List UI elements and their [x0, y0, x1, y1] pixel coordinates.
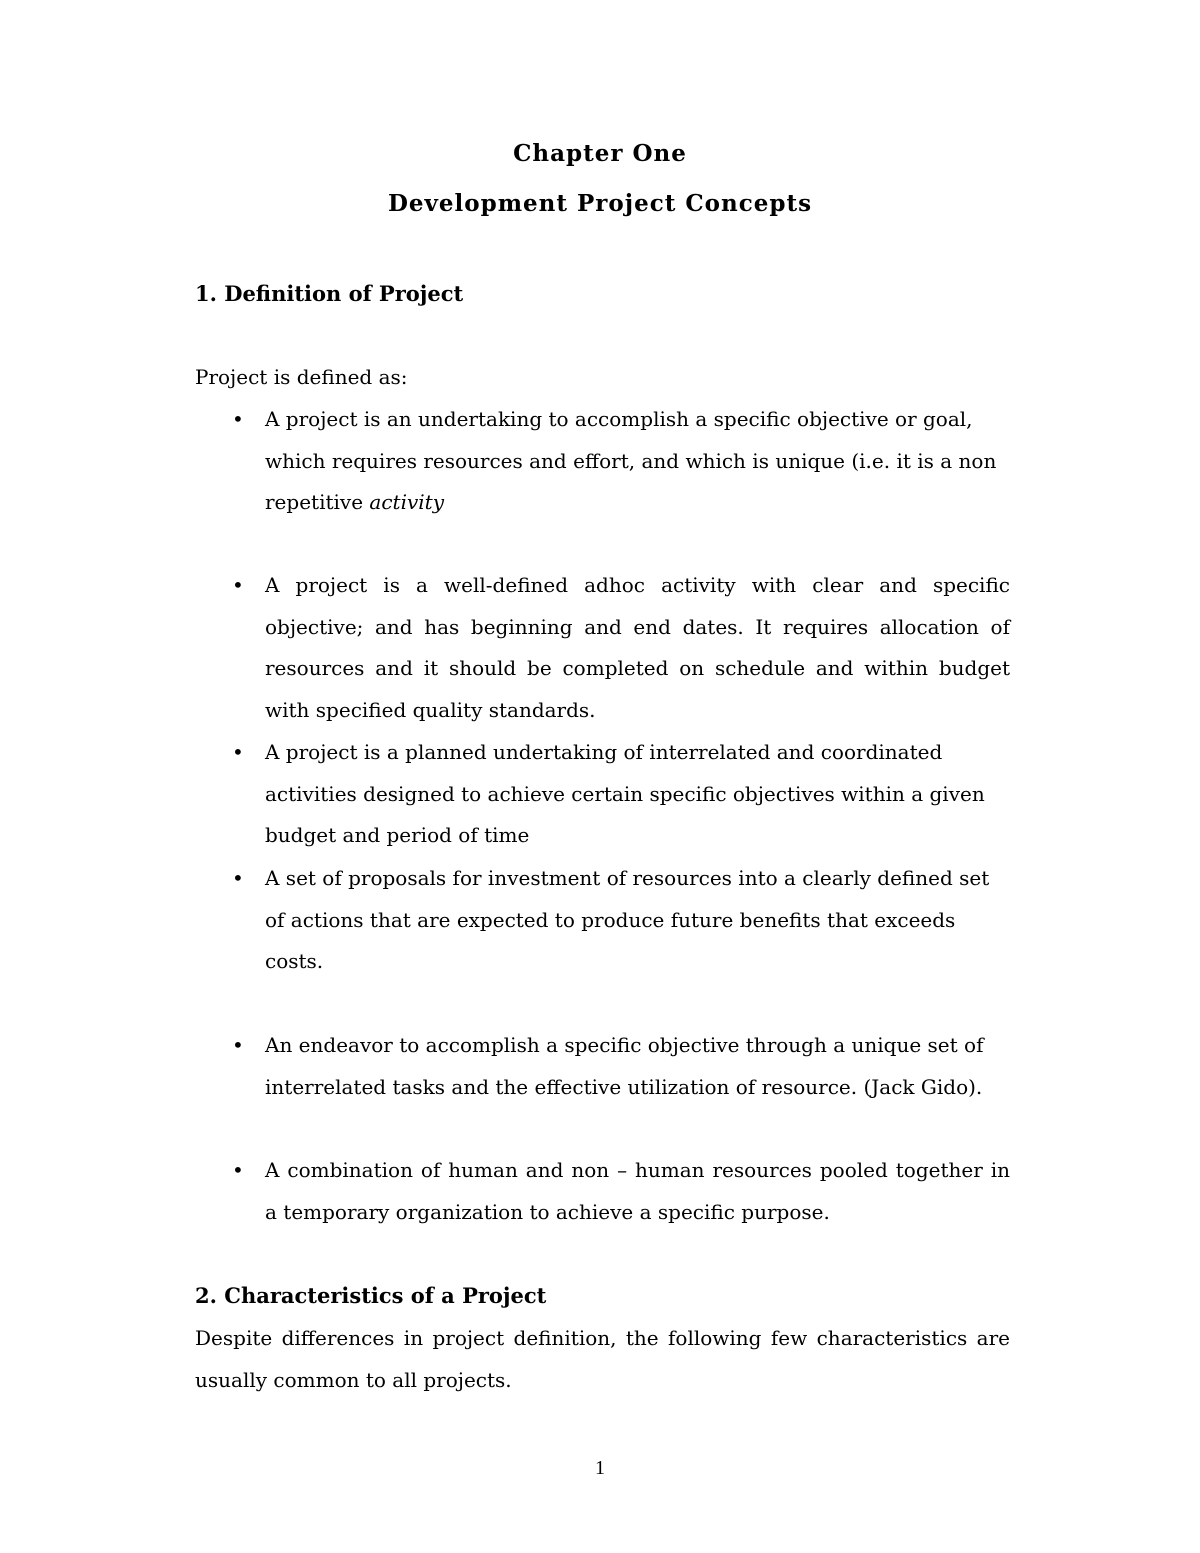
list-item [195, 732, 1010, 857]
list-item-body: A project is an undertaking to accomplish a specific objective or goal, which requires resources and effort, and which is unique (i.e. it is a non repetitive [265, 407, 997, 514]
page-number: 1 [595, 1457, 605, 1479]
chapter-subtitle: Development Project Concepts [387, 190, 813, 217]
list-item-text: An endeavor to accomplish a specific objective through a unique set of interrelated tasks and the effective utilization of resource. (Jack Gido). [265, 1033, 984, 1099]
list-item-italic: activity [369, 490, 444, 514]
list-item-text: A combination of human and non – human resources pooled together in a temporary organization to achieve a specific purpose. [265, 1158, 1010, 1224]
list-item [195, 1025, 1010, 1108]
list-item [195, 565, 1010, 731]
bullet-icon: • [232, 1033, 244, 1057]
list-item-text: A project is a planned undertaking of interrelated and coordinated activities designed to achieve certain specific objectives within a given budget and period of time [265, 740, 985, 847]
chapter-title: Chapter One [513, 140, 687, 167]
section-heading-definition: 1. Definition of Project [195, 281, 464, 306]
list-item [195, 1150, 1010, 1233]
bullet-icon: • [232, 1158, 244, 1182]
bullet-icon: • [232, 740, 244, 764]
list-item [195, 399, 1010, 524]
list-item-text: A project is a well-defined adhoc activity with clear and specific objective; and has beginning and end dates. It requires allocation of resources and it should be completed on schedule and within budget with specified quality standards. [265, 573, 1010, 722]
bullet-icon: • [232, 573, 244, 597]
characteristics-body: Despite differences in project definition, the following few characteristics are usually common to all projects. [195, 1326, 1010, 1392]
definition-intro: Project is defined as: [195, 365, 408, 389]
list-item [195, 858, 1010, 983]
list-item-text [265, 399, 1010, 524]
section-heading-characteristics: 2. Characteristics of a Project [195, 1283, 547, 1308]
bullet-icon: • [232, 866, 244, 890]
bullet-icon: • [232, 407, 244, 431]
list-item-text: A set of proposals for investment of resources into a clearly defined set of actions that are expected to produce future benefits that exceeds costs. [265, 866, 990, 973]
